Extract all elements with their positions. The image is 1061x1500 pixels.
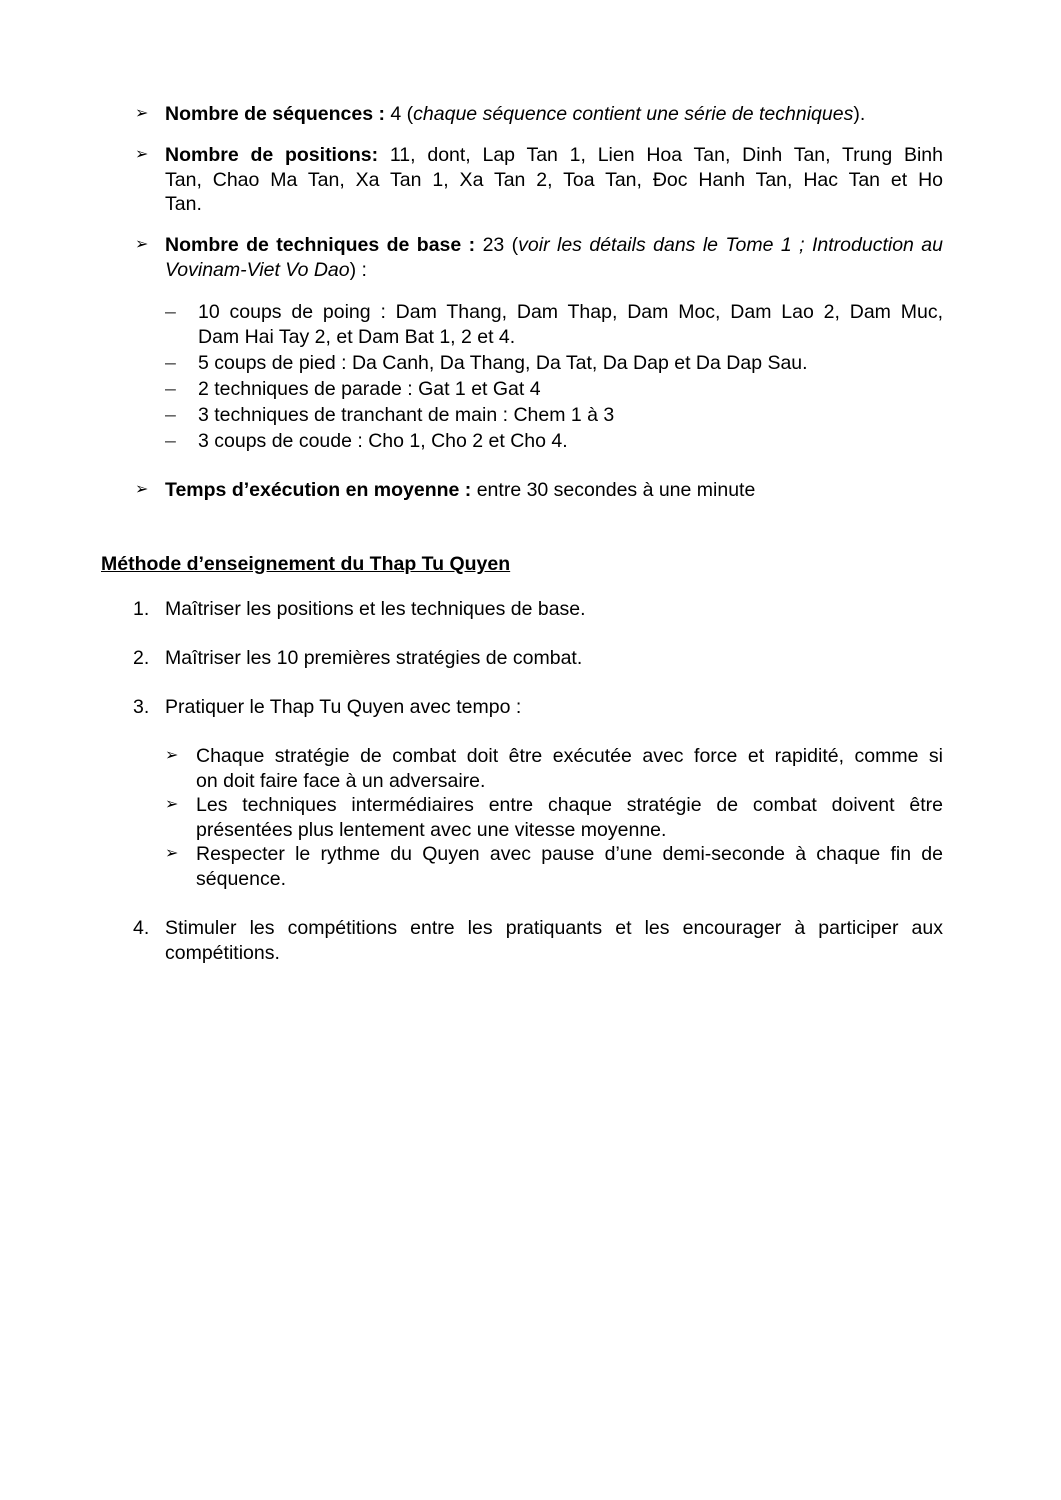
sequences-value: 4 (: [384, 103, 414, 125]
tempo-point-2-line2: présentées plus lentement avec une vitesse moyenne.: [196, 818, 667, 841]
tempo-point-1-line2: on doit faire face à un adversaire.: [196, 769, 486, 792]
punches-line1: 10 coups de poing : Dam Thang, Dam Thap, Dam Moc, Dam Lao 2, Dam Muc,: [198, 301, 943, 323]
arrow-bullet-icon: ➢: [135, 105, 149, 122]
positions-label: Nombre de positions:: [165, 144, 379, 166]
step-text: Pratiquer le Thap Tu Quyen avec tempo :: [165, 696, 522, 718]
dash-bullet: –: [165, 301, 176, 323]
step-number: 4.: [133, 917, 150, 939]
sequences-note: chaque séquence contient une série de techniques: [413, 103, 854, 125]
tempo-point-3-line2: séquence.: [196, 867, 286, 890]
elbows-text: 3 coups de coude : Cho 1, Cho 2 et Cho 4.: [198, 430, 568, 452]
kicks-text: 5 coups de pied : Da Canh, Da Thang, Da Tat, Da Dap et Da Dap Sau.: [198, 352, 808, 374]
time-value: entre 30 secondes à une minute: [471, 479, 756, 501]
arrow-bullet-icon: ➢: [165, 747, 179, 764]
arrow-bullet-icon: ➢: [165, 845, 179, 862]
arrow-bullet-icon: ➢: [135, 146, 149, 163]
step-number: 3.: [133, 696, 150, 718]
sequences-label: Nombre de séquences :: [165, 103, 385, 125]
punches-line2: Dam Hai Tay 2, et Dam Bat 1, 2 et 4.: [198, 325, 516, 348]
techniques-note-line2: Vovinam-Viet Vo Dao: [165, 258, 350, 281]
step-text: Maîtriser les positions et les techniques de base.: [165, 598, 586, 620]
sequences-tail: ).: [853, 103, 866, 125]
techniques-tail: ) :: [349, 258, 367, 281]
step-4-line1: Stimuler les compétitions entre les pratiquants et les encourager à participer aux: [165, 917, 943, 939]
step-4-line2: compétitions.: [165, 941, 280, 964]
dash-bullet: –: [165, 352, 176, 374]
positions-line1: 11, dont, Lap Tan 1, Lien Hoa Tan, Dinh Tan, Trung Binh: [378, 144, 943, 166]
techniques-value: 23 (: [475, 234, 519, 256]
positions-line3: Tan.: [165, 193, 202, 215]
arrow-bullet-icon: ➢: [165, 796, 179, 813]
time-label: Temps d’exécution en moyenne :: [165, 479, 472, 501]
section-heading: Méthode d’enseignement du Thap Tu Quyen: [101, 553, 511, 575]
step-number: 1.: [133, 598, 150, 620]
chops-text: 3 techniques de tranchant de main : Chem 1 à 3: [198, 404, 615, 426]
arrow-bullet-icon: ➢: [135, 236, 149, 253]
dash-bullet: –: [165, 404, 176, 426]
arrow-bullet-icon: ➢: [135, 481, 149, 498]
techniques-label: Nombre de techniques de base :: [165, 234, 476, 256]
step-number: 2.: [133, 647, 150, 669]
tempo-point-3-line1: Respecter le rythme du Quyen avec pause d’une demi-seconde à chaque fin de: [196, 843, 943, 865]
positions-line2: Tan, Chao Ma Tan, Xa Tan 1, Xa Tan 2, Toa Tan, Đoc Hanh Tan, Hac Tan et Ho: [165, 168, 943, 191]
parades-text: 2 techniques de parade : Gat 1 et Gat 4: [198, 378, 541, 400]
techniques-note-line1: voir les détails dans le Tome 1 ; Introduction au: [518, 234, 943, 256]
step-text: Maîtriser les 10 premières stratégies de combat.: [165, 647, 583, 669]
tempo-point-2-line1: Les techniques intermédiaires entre chaque stratégie de combat doivent être: [196, 794, 943, 816]
dash-bullet: –: [165, 378, 176, 400]
dash-bullet: –: [165, 430, 176, 452]
tempo-point-1-line1: Chaque stratégie de combat doit être exécutée avec force et rapidité, comme si: [196, 745, 943, 767]
